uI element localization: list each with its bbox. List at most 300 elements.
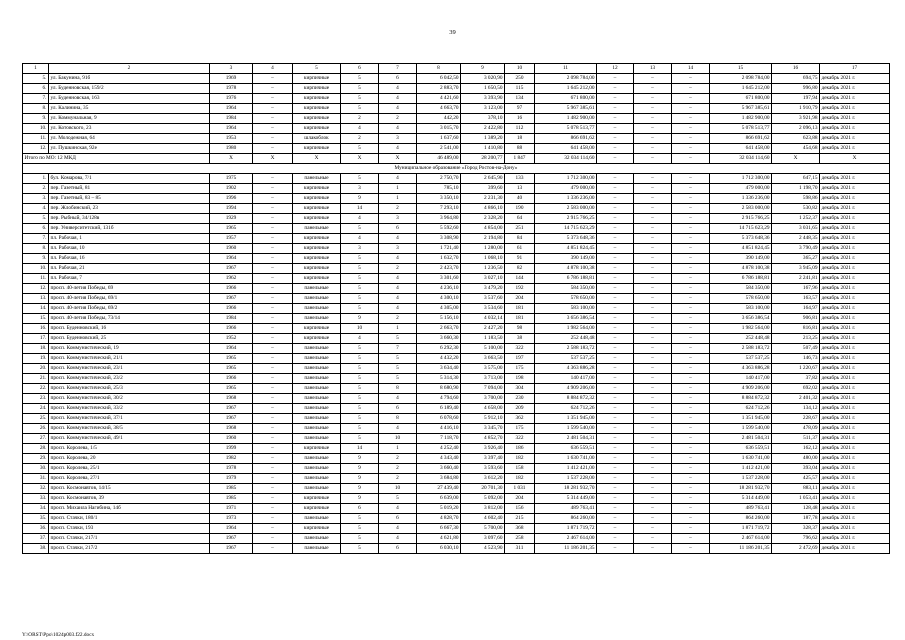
cell-fl: 9	[341, 454, 379, 464]
cell-addr: просп. Стачки, 217/2	[49, 544, 210, 554]
cell-total: 1 537 228,00	[535, 474, 597, 484]
cell-c13: –	[634, 454, 672, 464]
table-row	[23, 94, 890, 104]
cell-en: 2	[379, 114, 417, 124]
column-number-row	[23, 64, 890, 74]
cell-addr: пл. Рабочая, 1	[49, 234, 210, 244]
cell-mat: кирпичные	[293, 444, 341, 454]
cell-date: декабрь 2021 г.	[820, 324, 890, 334]
cell-fl: 10	[341, 324, 379, 334]
table-row	[23, 194, 890, 204]
cell-a2: 378,10	[461, 114, 505, 124]
cell-c4: –	[253, 474, 293, 484]
cell-c12: –	[597, 534, 634, 544]
cell-date: декабрь 2021 г.	[820, 184, 890, 194]
cell-c12: –	[597, 434, 634, 444]
cell-n: 29.	[23, 454, 49, 464]
cell-mat: панельные	[293, 514, 341, 524]
cell-c4: –	[253, 364, 293, 374]
cell-a1: 2 423,70	[417, 264, 461, 274]
cell-year: 1982	[210, 454, 253, 464]
cell-c4: –	[253, 264, 293, 274]
cell-c13: –	[634, 214, 672, 224]
cell-c4: –	[253, 394, 293, 404]
cell-unit: 511,37	[772, 434, 820, 444]
cell-unit: 1 252,37	[772, 214, 820, 224]
cell-year: 1967	[210, 534, 253, 544]
cell-c14: –	[672, 384, 710, 394]
cell-date: декабрь 2021 г.	[820, 234, 890, 244]
cell-mat: кирпичные	[293, 204, 341, 214]
cell-ppl: 112	[505, 124, 535, 134]
cell-year: 1967	[210, 544, 253, 554]
cell-c13: –	[634, 524, 672, 534]
cell-c12: –	[597, 484, 634, 494]
cell-fl: 5	[341, 304, 379, 314]
cell-addr: пл. Рабочая, 10	[49, 244, 210, 254]
cell-c4: –	[253, 304, 293, 314]
cell-c12: –	[597, 314, 634, 324]
cell-en: 2	[379, 454, 417, 464]
cell-unit: 2 096,13	[772, 124, 820, 134]
cell-c14: –	[672, 104, 710, 114]
cell-total: 2 583 000,00	[535, 204, 597, 214]
cell-date: декабрь 2021 г.	[820, 524, 890, 534]
cell-c4: –	[253, 524, 293, 534]
cell-addr: просп. Коммунистический, 19	[49, 344, 210, 354]
cell-addr: просп. Коммунистический, 23/2	[49, 374, 210, 384]
cell-year: 1964	[210, 344, 253, 354]
cell-ppl: 61	[505, 244, 535, 254]
header-cell: 15	[710, 64, 772, 74]
cell-c12: –	[597, 414, 634, 424]
cell-c12: –	[597, 454, 634, 464]
cell-n: 7.	[23, 234, 49, 244]
cell-fund: 1 482 900,00	[710, 114, 772, 124]
cell-total: 5 373 648,36	[535, 234, 597, 244]
cell-a2: 3 663,50	[461, 354, 505, 364]
cell-c14: –	[672, 534, 710, 544]
cell-c14: –	[672, 244, 710, 254]
cell-c4: –	[253, 494, 293, 504]
cell-total: 1 482 900,00	[535, 114, 597, 124]
cell-mat: панельные	[293, 384, 341, 394]
cell-addr: пл. Рабочая, 7	[49, 274, 210, 284]
cell-addr: просп. Стачки, 217/1	[49, 534, 210, 544]
cell-addr: просп. Космонавтов, 14/15	[49, 484, 210, 494]
cell-ppl: 158	[505, 464, 535, 474]
cell-date: декабрь 2021 г.	[820, 94, 890, 104]
cell-n: 10.	[23, 264, 49, 274]
cell-c12: –	[597, 394, 634, 404]
total-cell-c13: –	[634, 154, 672, 164]
cell-n: 11.	[23, 274, 49, 284]
cell-c14: –	[672, 464, 710, 474]
cell-ppl: 186	[505, 444, 535, 454]
cell-c4: –	[253, 354, 293, 364]
table-row	[23, 74, 890, 84]
cell-date: декабрь 2021 г.	[820, 134, 890, 144]
cell-c12: –	[597, 344, 634, 354]
cell-mat: панельные	[293, 394, 341, 404]
cell-mat: панельные	[293, 424, 341, 434]
cell-en: 3	[379, 214, 417, 224]
table-row	[23, 274, 890, 284]
cell-year: 1967	[210, 294, 253, 304]
cell-c12: –	[597, 254, 634, 264]
cell-a1: 6 292,30	[417, 344, 461, 354]
cell-a2: 3 020,90	[461, 74, 505, 84]
cell-date: декабрь 2021 г.	[820, 144, 890, 154]
cell-ppl: 1 031	[505, 484, 535, 494]
cell-en: 4	[379, 274, 417, 284]
cell-c14: –	[672, 94, 710, 104]
cell-date: декабрь 2021 г.	[820, 484, 890, 494]
cell-n: 25.	[23, 414, 49, 424]
cell-addr: просп. Буденновский, 16	[49, 324, 210, 334]
cell-c14: –	[672, 274, 710, 284]
total-cell-c4: X	[253, 154, 293, 164]
cell-mat: кирпичные	[293, 324, 341, 334]
cell-c12: –	[597, 304, 634, 314]
cell-c13: –	[634, 374, 672, 384]
cell-c4: –	[253, 544, 293, 554]
cell-a1: 6 667,30	[417, 524, 461, 534]
cell-c14: –	[672, 494, 710, 504]
cell-mat: кирпичные	[293, 254, 341, 264]
cell-a2: 399,60	[461, 184, 505, 194]
cell-year: 1966	[210, 374, 253, 384]
table-row	[23, 454, 890, 464]
table-row	[23, 184, 890, 194]
cell-n: 15.	[23, 314, 49, 324]
cell-unit: 37,82	[772, 374, 820, 384]
cell-a2: 2 645,90	[461, 174, 505, 184]
cell-c12: –	[597, 104, 634, 114]
cell-a2: 2 427,20	[461, 324, 505, 334]
cell-c4: –	[253, 174, 293, 184]
cell-ppl: 192	[505, 284, 535, 294]
table-row	[23, 84, 890, 94]
cell-c14: –	[672, 394, 710, 404]
cell-year: 1966	[210, 284, 253, 294]
cell-year: 1965	[210, 354, 253, 364]
cell-a1: 3 308,90	[417, 234, 461, 244]
cell-year: 1968	[210, 394, 253, 404]
cell-c13: –	[634, 474, 672, 484]
table-row	[23, 114, 890, 124]
cell-a2: 5 912,10	[461, 414, 505, 424]
cell-mat: панельные	[293, 544, 341, 554]
cell-fund: 489 763,41	[710, 504, 772, 514]
cell-n: 7.	[23, 94, 49, 104]
cell-year: 1967	[210, 264, 253, 274]
header-cell: 8	[417, 64, 461, 74]
cell-date: декабрь 2021 г.	[820, 84, 890, 94]
cell-total: 671 800,00	[535, 94, 597, 104]
cell-c12: –	[597, 374, 634, 384]
cell-c14: –	[672, 334, 710, 344]
table-row	[23, 134, 890, 144]
cell-year: 1985	[210, 494, 253, 504]
cell-fl: 9	[341, 194, 379, 204]
housing-register-table	[22, 63, 890, 554]
cell-c14: –	[672, 284, 710, 294]
cell-c4: –	[253, 284, 293, 294]
cell-n: 20.	[23, 364, 49, 374]
header-cell: 2	[49, 64, 210, 74]
cell-a2: 4 602,40	[461, 514, 505, 524]
cell-year: 1984	[210, 314, 253, 324]
cell-a1: 3 684,80	[417, 474, 461, 484]
cell-n: 34.	[23, 504, 49, 514]
cell-mat: панельные	[293, 484, 341, 494]
cell-fl: 5	[341, 174, 379, 184]
cell-n: 37.	[23, 534, 49, 544]
cell-en: 8	[379, 414, 417, 424]
cell-unit: 507,49	[772, 344, 820, 354]
cell-n: 6.	[23, 84, 49, 94]
cell-fl: 5	[341, 404, 379, 414]
cell-unit: 598,86	[772, 194, 820, 204]
cell-c4: –	[253, 254, 293, 264]
cell-c12: –	[597, 134, 634, 144]
cell-en: 6	[379, 74, 417, 84]
cell-total: 4 363 886,28	[535, 364, 597, 374]
table-row	[23, 374, 890, 384]
cell-date: декабрь 2021 г.	[820, 544, 890, 554]
cell-fund: 11 186 201,35	[710, 544, 772, 554]
cell-a1: 442,20	[417, 114, 461, 124]
cell-date: декабрь 2021 г.	[820, 404, 890, 414]
cell-total: 479 000,00	[535, 184, 597, 194]
cell-c12: –	[597, 114, 634, 124]
cell-year: 1962	[210, 274, 253, 284]
cell-mat: панельные	[293, 474, 341, 484]
cell-c13: –	[634, 344, 672, 354]
cell-fund: 2 588 183,72	[710, 344, 772, 354]
cell-fl: 5	[341, 264, 379, 274]
cell-unit: 623,88	[772, 134, 820, 144]
cell-ppl: 175	[505, 364, 535, 374]
cell-n: 5.	[23, 214, 49, 224]
cell-fl: 5	[341, 424, 379, 434]
cell-en: 4	[379, 84, 417, 94]
cell-addr: просп. Стачки, 193	[49, 524, 210, 534]
cell-en: 6	[379, 544, 417, 554]
cell-a2: 4 658,00	[461, 404, 505, 414]
cell-c4: –	[253, 464, 293, 474]
cell-c12: –	[597, 504, 634, 514]
cell-total: 636 559,51	[535, 444, 597, 454]
cell-fl: 5	[341, 414, 379, 424]
cell-unit: 796,62	[772, 534, 820, 544]
cell-a2: 5 100,00	[461, 344, 505, 354]
cell-year: 1976	[210, 94, 253, 104]
cell-fl: 5	[341, 274, 379, 284]
cell-year: 1965	[210, 364, 253, 374]
cell-fl: 5	[341, 534, 379, 544]
cell-c4: –	[253, 314, 293, 324]
cell-total: 2 098 784,00	[535, 74, 597, 84]
cell-mat: панельные	[293, 354, 341, 364]
cell-mat: кирпичные	[293, 274, 341, 284]
cell-fl: 2	[341, 134, 379, 144]
cell-year: 1978	[210, 84, 253, 94]
cell-mat: кирпичные	[293, 74, 341, 84]
header-cell: 11	[535, 64, 597, 74]
cell-mat: панельные	[293, 344, 341, 354]
cell-a2: 3 123,00	[461, 104, 505, 114]
cell-a1: 3 660,40	[417, 464, 461, 474]
cell-a2: 3 575,00	[461, 364, 505, 374]
cell-addr: просп. Коммунистический, 37/1	[49, 414, 210, 424]
cell-fl: 4	[341, 124, 379, 134]
table-row	[23, 504, 890, 514]
cell-c12: –	[597, 224, 634, 234]
cell-fund: 2 915 766,25	[710, 214, 772, 224]
cell-c14: –	[672, 514, 710, 524]
cell-date: декабрь 2021 г.	[820, 284, 890, 294]
cell-c14: –	[672, 444, 710, 454]
section-title: Муниципальное образование «Город Ростов-на-Дону»	[23, 164, 890, 174]
cell-unit: 197,94	[772, 94, 820, 104]
cell-ppl: 40	[505, 194, 535, 204]
cell-date: декабрь 2021 г.	[820, 394, 890, 404]
cell-date: декабрь 2021 г.	[820, 304, 890, 314]
cell-fl: 3	[341, 244, 379, 254]
cell-a2: 1 650,50	[461, 84, 505, 94]
cell-date: декабрь 2021 г.	[820, 444, 890, 454]
cell-c13: –	[634, 254, 672, 264]
cell-en: 5	[379, 334, 417, 344]
cell-a2: 3 537,60	[461, 294, 505, 304]
cell-unit: 167,96	[772, 284, 820, 294]
cell-total: 1 645 212,00	[535, 84, 597, 94]
cell-unit: 3 945,09	[772, 264, 820, 274]
cell-ppl: 181	[505, 304, 535, 314]
cell-c14: –	[672, 224, 710, 234]
cell-unit: 228,67	[772, 414, 820, 424]
cell-n: 10.	[23, 124, 49, 134]
cell-fl: 5	[341, 344, 379, 354]
cell-date: декабрь 2021 г.	[820, 534, 890, 544]
cell-n: 31.	[23, 474, 49, 484]
cell-en: 4	[379, 234, 417, 244]
cell-addr: просп. Коммунистический, 23/1	[49, 364, 210, 374]
cell-fund: 5 078 513,77	[710, 124, 772, 134]
cell-a1: 4 343,40	[417, 454, 461, 464]
cell-en: 4	[379, 174, 417, 184]
cell-c13: –	[634, 444, 672, 454]
cell-a2: 2 194,80	[461, 234, 505, 244]
cell-c4: –	[253, 104, 293, 114]
cell-total: 1 712 300,00	[535, 174, 597, 184]
cell-addr: просп. 40-летия Победы, 69/1	[49, 294, 210, 304]
cell-c12: –	[597, 184, 634, 194]
cell-c4: –	[253, 184, 293, 194]
cell-total: 3 656 386,54	[535, 314, 597, 324]
cell-mat: панельные	[293, 454, 341, 464]
cell-en: 4	[379, 504, 417, 514]
cell-date: декабрь 2021 г.	[820, 254, 890, 264]
cell-total: 1 599 540,00	[535, 424, 597, 434]
table-row	[23, 444, 890, 454]
cell-n: 32.	[23, 484, 49, 494]
cell-mat: панельные	[293, 174, 341, 184]
cell-fl: 4	[341, 334, 379, 344]
cell-c14: –	[672, 294, 710, 304]
cell-a1: 7 118,70	[417, 434, 461, 444]
cell-date: декабрь 2021 г.	[820, 334, 890, 344]
cell-a2: 1 389,20	[461, 134, 505, 144]
cell-c4: –	[253, 484, 293, 494]
cell-a2: 4 866,10	[461, 204, 505, 214]
cell-c14: –	[672, 424, 710, 434]
cell-n: 36.	[23, 524, 49, 534]
cell-a1: 2 750,70	[417, 174, 461, 184]
cell-addr: пер. Газетный, 81	[49, 184, 210, 194]
cell-ppl: 98	[505, 324, 535, 334]
cell-en: 4	[379, 144, 417, 154]
cell-a1: 1 632,70	[417, 254, 461, 264]
cell-fund: 2 098 784,00	[710, 74, 772, 84]
cell-a2: 3 593,60	[461, 464, 505, 474]
cell-c13: –	[634, 194, 672, 204]
cell-date: декабрь 2021 г.	[820, 494, 890, 504]
cell-c13: –	[634, 294, 672, 304]
cell-fl: 5	[341, 284, 379, 294]
cell-fund: 1 982 564,00	[710, 324, 772, 334]
cell-ppl: 250	[505, 74, 535, 84]
cell-a1: 6 639,00	[417, 494, 461, 504]
cell-c4: –	[253, 444, 293, 454]
cell-fund: 3 656 386,54	[710, 314, 772, 324]
cell-c12: –	[597, 444, 634, 454]
cell-date: декабрь 2021 г.	[820, 504, 890, 514]
cell-c12: –	[597, 474, 634, 484]
cell-c12: –	[597, 274, 634, 284]
cell-c4: –	[253, 144, 293, 154]
cell-date: декабрь 2021 г.	[820, 174, 890, 184]
cell-c14: –	[672, 404, 710, 414]
cell-n: 13.	[23, 294, 49, 304]
cell-unit: 1 053,41	[772, 494, 820, 504]
cell-c14: –	[672, 174, 710, 184]
cell-c12: –	[597, 544, 634, 554]
cell-date: декабрь 2021 г.	[820, 414, 890, 424]
cell-en: 1	[379, 444, 417, 454]
cell-c13: –	[634, 264, 672, 274]
cell-year: 1964	[210, 124, 253, 134]
cell-fl: 3	[341, 184, 379, 194]
cell-a2: 5 092,00	[461, 494, 505, 504]
footer-file-path: Y:\ORST\Ppo\1024p003.f22.docx	[22, 632, 95, 638]
total-cell-c7: X	[379, 154, 417, 164]
cell-fl: 5	[341, 374, 379, 384]
cell-a1: 5 156,10	[417, 314, 461, 324]
cell-fund: 2 583 000,00	[710, 204, 772, 214]
cell-a1: 4 252,40	[417, 444, 461, 454]
cell-c12: –	[597, 334, 634, 344]
cell-mat: кирпичные	[293, 494, 341, 504]
header-cell: 9	[461, 64, 505, 74]
cell-ppl: 97	[505, 104, 535, 114]
cell-c13: –	[634, 84, 672, 94]
cell-date: декабрь 2021 г.	[820, 344, 890, 354]
cell-date: декабрь 2021 г.	[820, 384, 890, 394]
cell-fl: 5	[341, 394, 379, 404]
